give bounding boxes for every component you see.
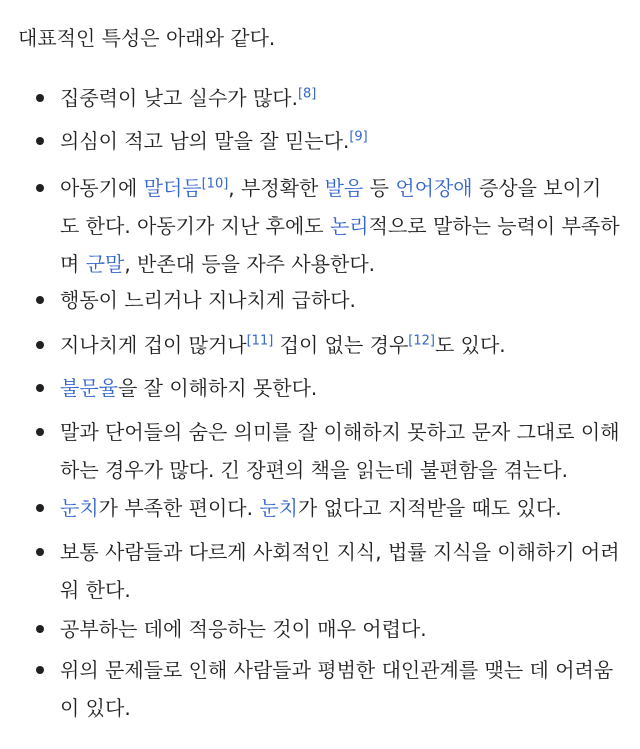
citation-link[interactable]: [8] [297,86,317,102]
link-nunchi[interactable]: 눈치 [259,496,298,520]
link-filler-words[interactable]: 군말 [85,252,125,276]
citation-ref [298,86,316,101]
bullet-icon [36,504,44,512]
list-item [60,326,620,364]
list-item [60,413,620,489]
citation-link[interactable]: [11] [246,333,274,349]
citation-ref [202,176,229,191]
citation-link[interactable]: [12] [408,333,435,349]
bullet-icon [36,137,44,145]
item-text: 위의 문제들로 인해 사람들과 평범한 대인관계를 맺는 데 어려움이 있다. [60,658,614,720]
list-item [60,122,620,160]
list-item [60,369,620,407]
list-item [60,489,620,527]
item-text: 겁이 없는 경우 [273,333,409,357]
citation-ref [349,129,367,144]
item-text: 적으로 말하는 능력이 부족하며 [60,214,620,276]
intro-paragraph: 대표적인 특성은 아래와 같다. [18,26,276,50]
item-text: 공부하는 데에 적응하는 것이 매우 어렵다. [60,617,427,641]
citation-ref [247,333,274,348]
link-stuttering[interactable]: 말더듬 [143,176,202,200]
item-text: 집중력이 낮고 실수가 많다. [60,86,298,110]
bullet-icon [36,94,44,102]
list-item [60,533,620,609]
item-text: , 반존대 등을 자주 사용한다. [124,252,375,276]
link-nunchi[interactable]: 눈치 [60,496,99,520]
bullet-icon [36,548,44,556]
item-text: 의심이 적고 남의 말을 잘 믿는다. [60,129,350,153]
link-language-disorder[interactable]: 언어장애 [395,176,473,200]
list-item [60,79,620,117]
item-text: 보통 사람들과 다르게 사회적인 지식, 법률 지식을 이해하기 어려워 한다. [60,540,620,602]
item-text: 증상을 보이기도 한다. 아동기가 지난 후에도 [60,176,602,238]
bullet-icon [36,428,44,436]
bullet-icon [36,184,44,192]
link-unwritten-rule[interactable]: 불문율 [60,376,118,400]
item-text: 말과 단어들의 숨은 의미를 잘 이해하지 못하고 문자 그대로 이해하는 경우가 많다. 긴 장편의 책을 읽는데 불편함을 겪는다. [60,420,620,482]
list-item [60,169,620,283]
item-text: 가 없다고 지적받을 때도 있다. [297,496,562,520]
bullet-icon [36,625,44,633]
citation-ref [408,333,435,348]
bullet-icon [36,384,44,392]
list-item [60,651,620,727]
bullet-icon [36,666,44,674]
citation-link[interactable]: [10] [201,176,229,192]
item-text: 을 잘 이해하지 못한다. [117,376,318,400]
item-text: 아동기에 [60,176,144,200]
list-item [60,281,620,319]
link-logic[interactable]: 논리 [329,214,369,238]
item-text: 도 있다. [434,333,506,357]
bullet-icon [36,341,44,349]
item-text: , 부정확한 [228,176,325,200]
citation-link[interactable]: [9] [349,129,368,145]
link-pronunciation[interactable]: 발음 [324,176,364,200]
list-item [60,610,620,648]
item-text: 행동이 느리거나 지나치게 급하다. [60,288,356,312]
item-text: 가 부족한 편이다. [98,496,260,520]
bullet-icon [36,296,44,304]
item-text: 지나치게 겁이 많거나 [60,333,247,357]
item-text: 등 [363,176,396,200]
